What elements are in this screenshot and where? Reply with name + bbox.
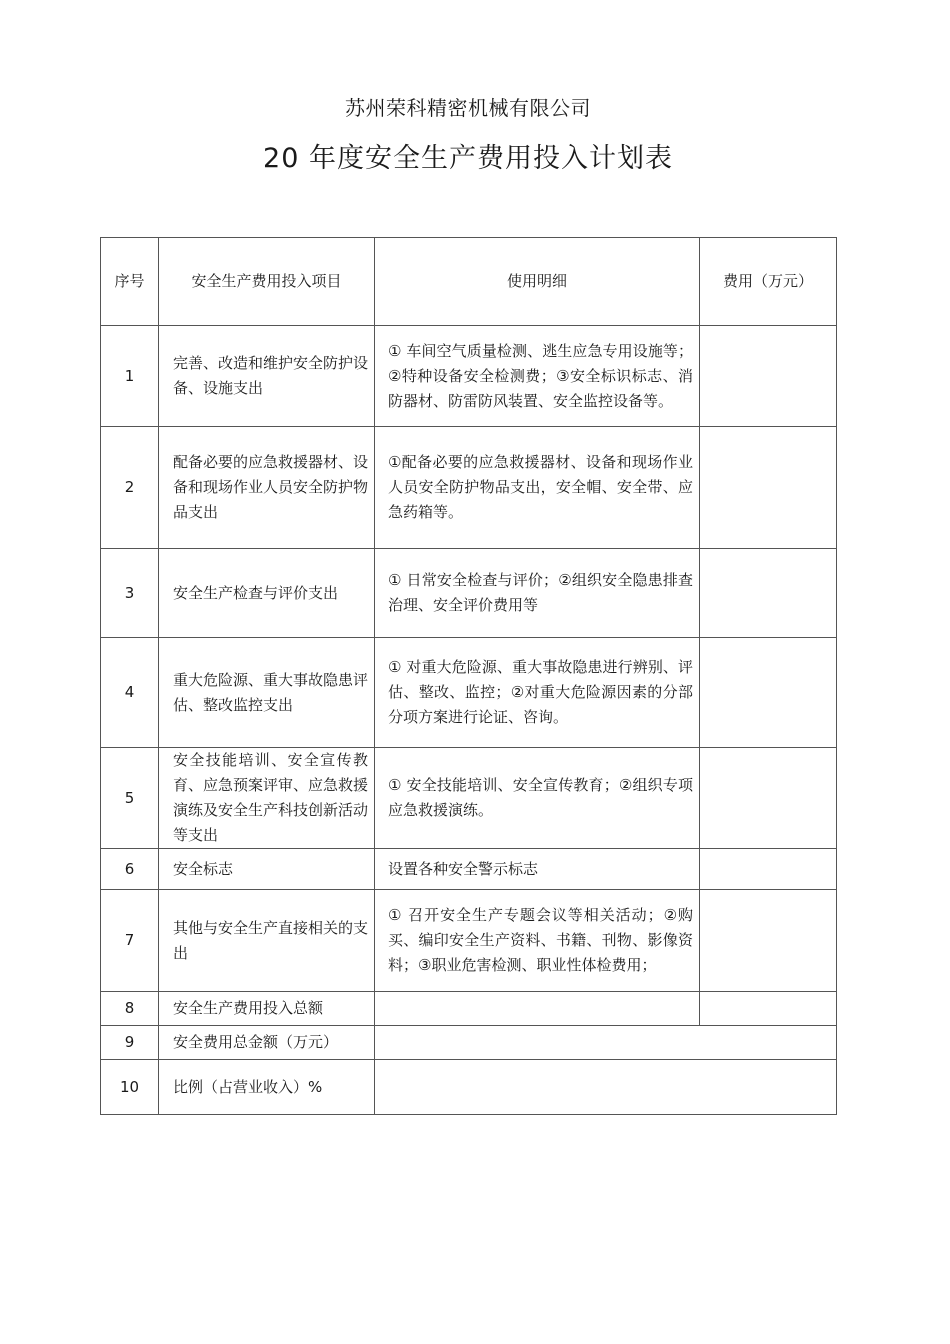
- row-cost: [700, 638, 837, 748]
- row-item: 配备必要的应急救援器材、设备和现场作业人员安全防护物品支出: [159, 427, 375, 549]
- row-no: 4: [101, 638, 159, 748]
- row-cost: [700, 992, 837, 1026]
- plan-table: [100, 237, 837, 1115]
- row-no: 3: [101, 549, 159, 638]
- row-no: 9: [101, 1026, 159, 1060]
- table-row: [101, 427, 837, 549]
- row-cost: [700, 849, 837, 890]
- header-no: 序号: [101, 238, 159, 326]
- row-no: 10: [101, 1060, 159, 1115]
- header-detail: 使用明细: [375, 238, 700, 326]
- row-cost: [700, 549, 837, 638]
- row-item: 比例（占营业收入）%: [159, 1060, 375, 1115]
- summary-row: [101, 1060, 837, 1115]
- summary-value: [375, 1060, 837, 1115]
- row-item: 安全生产检查与评价支出: [159, 549, 375, 638]
- row-detail: ① 安全技能培训、安全宣传教育；②组织专项应急救援演练。: [375, 748, 700, 849]
- row-item: 安全生产费用投入总额: [159, 992, 375, 1026]
- table-row: [101, 748, 837, 849]
- row-no: 8: [101, 992, 159, 1026]
- table-row: [101, 992, 837, 1026]
- row-no: 5: [101, 748, 159, 849]
- row-item: 安全技能培训、安全宣传教育、应急预案评审、应急救援演练及安全生产科技创新活动等支出: [159, 748, 375, 849]
- header-cost: 费用（万元）: [700, 238, 837, 326]
- row-item: 重大危险源、重大事故隐患评估、整改监控支出: [159, 638, 375, 748]
- row-detail: ①配备必要的应急救援器材、设备和现场作业人员安全防护物品支出，安全帽、安全带、应急药箱等。: [375, 427, 700, 549]
- row-no: 6: [101, 849, 159, 890]
- table-header-row: [101, 238, 837, 326]
- table-row: [101, 326, 837, 427]
- row-cost: [700, 748, 837, 849]
- row-no: 7: [101, 890, 159, 992]
- row-detail: 设置各种安全警示标志: [375, 849, 700, 890]
- row-detail: ① 日常安全检查与评价；②组织安全隐患排查治理、安全评价费用等: [375, 549, 700, 638]
- row-item: 其他与安全生产直接相关的支出: [159, 890, 375, 992]
- row-item: 安全费用总金额（万元）: [159, 1026, 375, 1060]
- row-detail: ① 车间空气质量检测、逃生应急专用设施等；②特种设备安全检测费；③安全标识标志、消防器材、防雷防风装置、安全监控设备等。: [375, 326, 700, 427]
- table-row: [101, 890, 837, 992]
- row-item: 安全标志: [159, 849, 375, 890]
- table-row: [101, 549, 837, 638]
- row-item: 完善、改造和维护安全防护设备、设施支出: [159, 326, 375, 427]
- row-cost: [700, 427, 837, 549]
- page-title: 20 年度安全生产费用投入计划表: [263, 143, 673, 174]
- row-detail: ① 对重大危险源、重大事故隐患进行辨别、评估、整改、监控；②对重大危险源因素的分部分项方案进行论证、咨询。: [375, 638, 700, 748]
- row-cost: [700, 326, 837, 427]
- row-no: 2: [101, 427, 159, 549]
- summary-row: [101, 1026, 837, 1060]
- table-row: [101, 638, 837, 748]
- row-cost: [700, 890, 837, 992]
- row-detail: ① 召开安全生产专题会议等相关活动；②购买、编印安全生产资料、书籍、刊物、影像资料；③职业危害检测、职业性体检费用；: [375, 890, 700, 992]
- summary-value: [375, 1026, 837, 1060]
- row-no: 1: [101, 326, 159, 427]
- company-name: 苏州荣科精密机械有限公司: [345, 96, 591, 120]
- table-row: [101, 849, 837, 890]
- header-item: 安全生产费用投入项目: [159, 238, 375, 326]
- row-detail: [375, 992, 700, 1026]
